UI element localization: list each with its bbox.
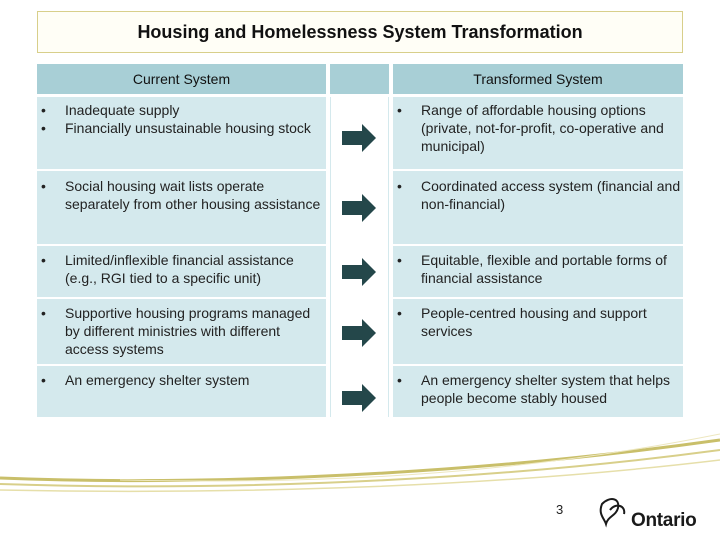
list-item: • Supportive housing programs managed by different ministries with different access systems xyxy=(37,304,326,358)
current-cell-2 xyxy=(37,171,326,244)
right-arrow-icon xyxy=(342,319,376,347)
current-cell-3 xyxy=(37,246,326,297)
header-transformed-label: Transformed System xyxy=(473,71,603,87)
right-arrow-icon xyxy=(342,384,376,412)
page-title: Housing and Homelessness System Transformation xyxy=(137,21,583,42)
ontario-logo-text: Ontario xyxy=(631,510,697,531)
right-arrow-icon xyxy=(342,258,376,286)
list-item: • Inadequate supply xyxy=(37,101,326,119)
right-arrow-icon xyxy=(342,124,376,152)
list-item: • Limited/inflexible financial assistance (e.g., RGI tied to a specific unit) xyxy=(37,251,326,287)
transformed-cell-2 xyxy=(393,171,683,244)
list-item: • Range of affordable housing options (private, not-for-profit, co-operative and municipal) xyxy=(393,101,683,155)
list-item: • Equitable, flexible and portable forms of financial assistance xyxy=(393,251,683,287)
header-arrow-column xyxy=(330,64,389,94)
transformed-cell-3 xyxy=(393,246,683,297)
list-item: • Financially unsustainable housing stock xyxy=(37,119,326,137)
transformed-cell-1 xyxy=(393,97,683,169)
header-current xyxy=(37,64,326,94)
current-cell-4 xyxy=(37,299,326,364)
transformed-cell-5 xyxy=(393,366,683,417)
list-item: • People-centred housing and support services xyxy=(393,304,683,340)
title-box xyxy=(37,11,683,53)
header-transformed xyxy=(393,64,683,94)
transformed-cell-4 xyxy=(393,299,683,364)
header-current-label: Current System xyxy=(132,71,231,87)
list-item: • Coordinated access system (financial and non-financial) xyxy=(393,177,683,213)
current-cell-1 xyxy=(37,97,326,169)
page-number: 3 xyxy=(556,502,564,517)
current-cell-5 xyxy=(37,366,326,417)
list-item: • An emergency shelter system that helps people become stably housed xyxy=(393,371,683,407)
right-arrow-icon xyxy=(342,194,376,222)
list-item: • An emergency shelter system xyxy=(37,371,326,389)
list-item: • Social housing wait lists operate separately from other housing assistance xyxy=(37,177,326,213)
